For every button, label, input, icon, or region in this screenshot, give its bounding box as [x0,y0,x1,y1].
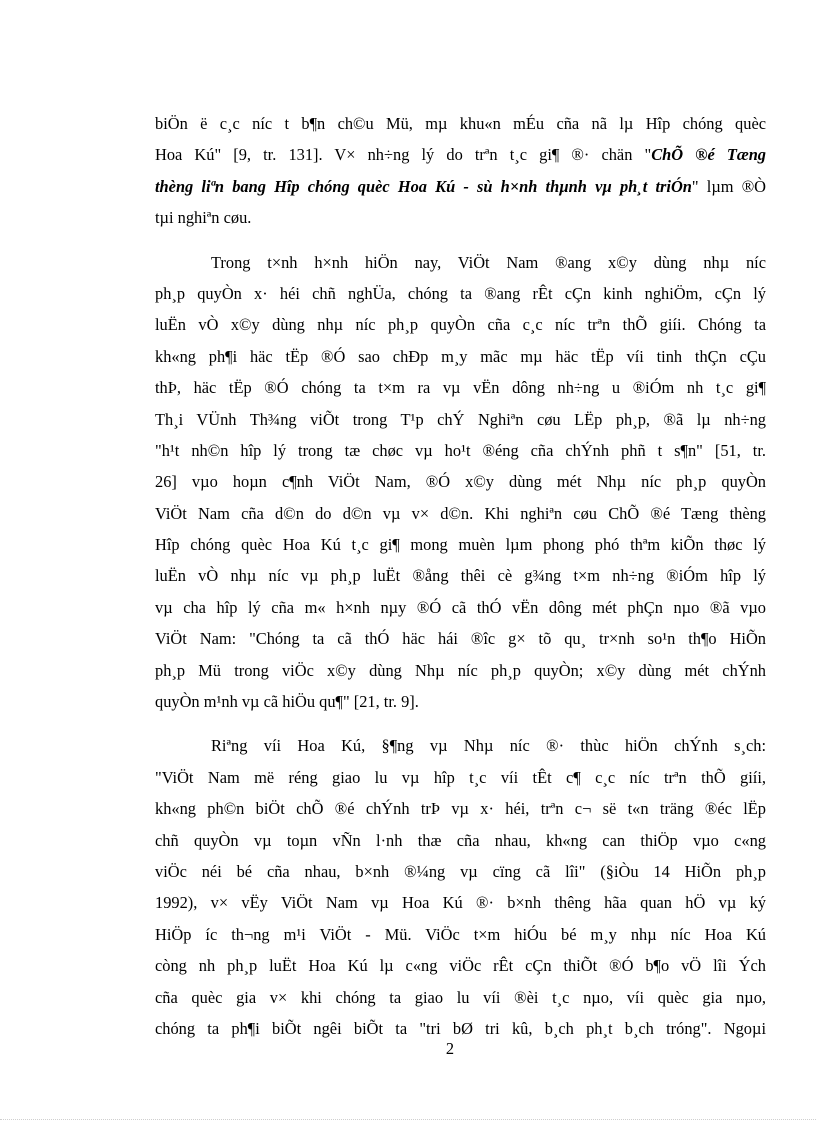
text-segment: 26] vµo hoµn c¶nh ViÖt Nam, ®Ó x©y dùng mét Nhµ níc ph¸p quyÒn [155,472,766,492]
text-line [155,982,766,1013]
text-segment: tµi nghiªn cøu. [155,208,252,228]
text-segment: Riªng víi Hoa Kú, §¶ng vµ Nhµ níc ®· thùc hiÖn chÝnh s¸ch: [211,736,766,756]
text-line [155,623,766,654]
text-line [155,171,766,202]
paragraph [155,247,766,718]
text-line [155,655,766,686]
text-segment: thÞ, häc tËp ®Ó chóng ta t×m ra vµ vËn dông nh÷ng u ®iÓm nh t¸c gi¶ [155,378,766,398]
text-line [155,498,766,529]
text-segment: kh«ng ph¶i häc tËp ®Ó sao chÐp m¸y mãc mµ häc tËp víi tinh thÇn cÇu [155,346,766,366]
text-line [155,404,766,435]
text-segment: kh«ng ph©n biÖt chÕ ®é chÝnh trÞ vµ x· héi, trªn c¬ së t«n träng ®éc lËp [155,799,766,819]
text-segment: ph¸p quyÒn x· héi chñ nghÜa, chóng ta ®ang rÊt cÇn kinh nghiÖm, cÇn lý [155,283,766,303]
text-line [155,762,766,793]
text-segment: cña quèc gia v× khi chóng ta giao lu víi ®èi t¸c nµo, víi quèc gia nµo, [155,987,766,1007]
text-segment: Trong t×nh h×nh hiÖn nay, ViÖt Nam ®ang x©y dùng nhµ níc [211,252,766,272]
text-line [155,309,766,340]
text-segment: Hoa Kú" [9, tr. 131]. V× nh÷ng lý do trªn t¸c gi¶ ®· chän " [155,145,652,165]
page-number: 2 [445,1039,455,1058]
text-line [155,247,766,278]
paragraph [155,730,766,1044]
emphasized-title-text: thèng liªn bang Hîp chóng quèc Hoa Kú - sù h×nh thµnh vµ ph¸t triÓn [155,176,692,196]
text-segment: ViÖt Nam: "Chóng ta cã thÓ häc hái ®îc g× tõ qu¸ tr×nh so¹n th¶o HiÕn [155,629,766,649]
paragraph [155,108,766,234]
text-segment: viÖc néi bé cña nhau, b×nh ®¼ng vµ cïng cã lîi" (§iÒu 14 HiÕn ph¸p [155,861,766,881]
text-segment: luËn vÒ nhµ níc vµ ph¸p luËt ®ång thêi cè g¾ng t×m nh÷ng ®iÓm hîp lý [155,566,766,586]
text-line [155,108,766,139]
text-line [155,278,766,309]
text-line [155,887,766,918]
text-line [155,950,766,981]
text-line [155,919,766,950]
text-segment: vµ cha hîp lý cña m« h×nh nµy ®Ó cã thÓ vËn dông mét phÇn nµo ®ã vµo [155,597,766,617]
text-line [155,730,766,761]
text-line [155,686,766,717]
document-body [155,108,766,1057]
text-segment: chñ quyÒn vµ toµn vÑn l·nh thæ cña nhau, kh«ng can thiÖp vµo c«ng [155,830,766,850]
emphasized-title-text: ChÕ ®é Tæng [651,145,767,165]
text-line [155,793,766,824]
text-segment: biÖn ë c¸c níc t b¶n ch©u Mü, mµ khu«n mÉu cña nã lµ Hîp chóng quèc [155,114,766,133]
text-segment: ViÖt Nam cña d©n do d©n vµ v× d©n. Khi nghiªn cøu ChÕ ®é Tæng thèng [155,503,766,523]
text-segment: quyÒn m¹nh vµ cã hiÖu qu¶" [21, tr. 9]. [155,692,419,712]
text-line [155,202,766,233]
text-line [155,592,766,623]
text-line [155,466,766,497]
text-line [155,435,766,466]
text-segment: HiÖp íc th¬ng m¹i ViÖt - Mü. ViÖc t×m hiÓu bé m¸y nhµ níc Hoa Kú [155,924,766,944]
text-segment: " lµm ®Ò [691,176,766,196]
text-segment: 1992), v× vËy ViÖt Nam vµ Hoa Kú ®· b×nh thêng hãa quan hÖ vµ ký [155,893,766,913]
text-line [155,825,766,856]
text-line [155,139,766,170]
text-segment: luËn vÒ x©y dùng nhµ níc ph¸p quyÒn cña c¸c níc trªn thÕ giíi. Chóng ta [155,315,766,335]
text-line [155,372,766,403]
text-segment: ph¸p Mü trong viÖc x©y dùng Nhµ níc ph¸p quyÒn; x©y dùng mét chÝnh [155,660,766,680]
text-line [155,341,766,372]
text-segment: "ViÖt Nam më réng giao lu vµ hîp t¸c víi tÊt c¶ c¸c níc trªn thÕ giíi, [155,767,766,787]
text-line [155,529,766,560]
text-segment: chóng ta ph¶i biÕt ngêi biÕt ta "tri bØ tri kû, b¸ch ph¸t b¸ch tróng". Ngoµi [155,1018,766,1038]
text-segment: "h¹t nh©n hîp lý trong tæ chøc vµ ho¹t ®éng cña chÝnh phñ t s¶n" [51, tr. [155,440,766,460]
page-divider [0,1119,816,1120]
text-segment: Th¸i VÜnh Th¾ng viÕt trong T¹p chÝ Nghiªn cøu LËp ph¸p, ®ã lµ nh÷ng [155,409,766,429]
text-line [155,856,766,887]
text-segment: Hîp chóng quèc Hoa Kú t¸c gi¶ mong muèn lµm phong phó thªm kiÕn thøc lý [155,535,766,555]
text-segment: còng nh ph¸p luËt Hoa Kú lµ c«ng viÖc rÊt cÇn thiÕt ®Ó b¶o vÖ lîi Ých [155,956,766,976]
text-line [155,560,766,591]
